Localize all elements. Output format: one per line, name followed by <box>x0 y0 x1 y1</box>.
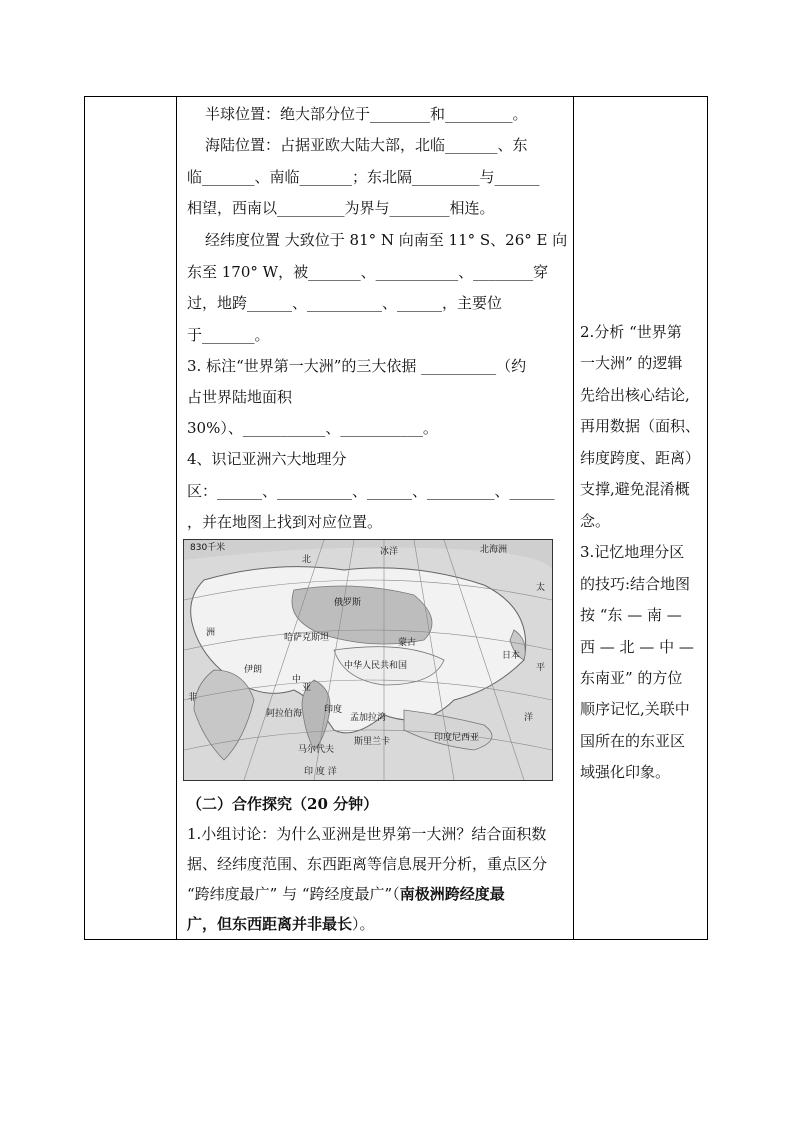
map-scale: 830千米 <box>190 543 226 553</box>
map-label-menggu: 蒙古 <box>398 638 417 648</box>
map-label-mengjia: 孟加拉湾 <box>350 713 387 723</box>
map-label-ha: 哈萨克斯坦 <box>284 633 330 643</box>
regions-line-2: 区：______、__________、______、_________、______ <box>187 482 555 500</box>
lat-long-line-2: 东至 170° W，被_______、___________、________穿 <box>187 263 549 281</box>
sea-land-line-3: 相望，西南以_________为界与________相连。 <box>187 199 495 217</box>
asia-map <box>183 539 553 781</box>
note-line: 先给出核心结论, <box>580 386 690 404</box>
regions-line: 4、识记亚洲六大地理分 <box>187 450 347 468</box>
map-label-zhou: 洲 <box>206 628 216 638</box>
note-line: 的技巧:结合地图 <box>580 575 691 593</box>
note-line: 按 “东 — 南 — <box>580 606 682 624</box>
note-line: 西 — 北 — 中 — <box>580 638 694 656</box>
discussion-line-3 <box>187 884 505 904</box>
section-cooperative-inquiry: （二）合作探究（20 分钟） <box>187 795 379 813</box>
note-line: 域强化印象。 <box>580 763 671 781</box>
lat-long-line-3: 过，地跨______、__________、______，主要位 <box>187 294 503 312</box>
note-line: 东南亚” 的方位 <box>580 669 683 687</box>
sea-land-line: 海陆位置：占据亚欧大陆大部，北临_______、东 <box>205 136 528 154</box>
note-line: 一大洲” 的逻辑 <box>580 354 683 372</box>
column-divider-left <box>176 97 177 939</box>
note-line: 支撑,避免混淆概 <box>580 480 690 498</box>
map-label-tai: 太 <box>536 583 546 593</box>
note-line: 3.记忆地理分区 <box>580 543 685 561</box>
note-line: 顺序记忆,关联中 <box>580 700 690 718</box>
discussion-line-1: 1.小组讨论：为什么亚洲是世界第一大洲？结合面积数 <box>187 825 547 843</box>
map-label-beihu: 北海洲 <box>480 545 508 555</box>
map-label-alabo: 阿拉伯海 <box>266 709 303 719</box>
lat-long-line: 经纬度位置 大致位于 81° N 向南至 11° S、26° E 向 <box>205 231 568 249</box>
map-label-eluosi: 俄罗斯 <box>334 598 362 608</box>
discussion-line-4 <box>187 914 375 934</box>
note-line: 国所在的东亚区 <box>580 732 686 750</box>
note-line: 纬度跨度、距离） <box>580 449 701 467</box>
column-divider-right <box>573 97 574 939</box>
map-label-ya: 亚 <box>302 683 312 693</box>
largest-continent-line-3: 30%）、___________、___________。 <box>187 419 438 437</box>
hemisphere-line: 半球位置：绝大部分位于________和_________。 <box>205 105 528 123</box>
asia-map-figure <box>184 540 552 780</box>
note-line: 2.分析 “世界第 <box>580 323 682 341</box>
discussion-line-4-bold: 广，但东西距离并非最长 <box>187 915 353 933</box>
largest-continent-line: 3. 标注“世界第一大洲”的三大依据 __________（约 <box>187 357 527 375</box>
map-label-yindu-yang: 印 度 洋 <box>304 767 337 777</box>
map-label-maerdaifu: 马尔代夫 <box>298 745 335 755</box>
map-label-zhonghua: 中华人民共和国 <box>344 661 408 671</box>
map-label-sililanka: 斯里兰卡 <box>354 737 391 747</box>
map-label-ri: 日本 <box>502 651 521 661</box>
note-line: 再用数据（面积、 <box>580 417 701 435</box>
map-label-yindun: 印度尼西亚 <box>434 733 480 743</box>
lesson-table <box>84 96 708 940</box>
discussion-line-3-bold: 南极洲跨经度最 <box>399 885 505 903</box>
map-label-fei: 非 <box>188 693 198 703</box>
discussion-line-2: 据、经纬度范围、东西距离等信息展开分析，重点区分 <box>187 855 548 873</box>
discussion-line-4-text: ）。 <box>352 915 375 933</box>
map-label-bei: 北 <box>302 555 312 565</box>
map-label-zhong: 中 <box>292 675 302 685</box>
lat-long-line-4: 于_______。 <box>187 326 270 344</box>
map-label-ping: 平 <box>536 663 546 673</box>
regions-line-3: ，并在地图上找到对应位置。 <box>187 513 383 531</box>
map-label-yilang: 伊朗 <box>244 665 263 675</box>
map-label-yindu: 印度 <box>324 705 343 715</box>
largest-continent-line-2: 占世界陆地面积 <box>187 388 293 406</box>
sea-land-line-2: 临_______、南临_______；东北隔_________与______ <box>187 168 540 186</box>
note-line: 念。 <box>580 512 611 530</box>
discussion-line-3-text: “跨纬度最广” 与 “跨经度最广”（ <box>187 885 400 903</box>
map-label-bingyang: 冰洋 <box>380 547 399 557</box>
map-label-yang: 洋 <box>524 713 534 723</box>
